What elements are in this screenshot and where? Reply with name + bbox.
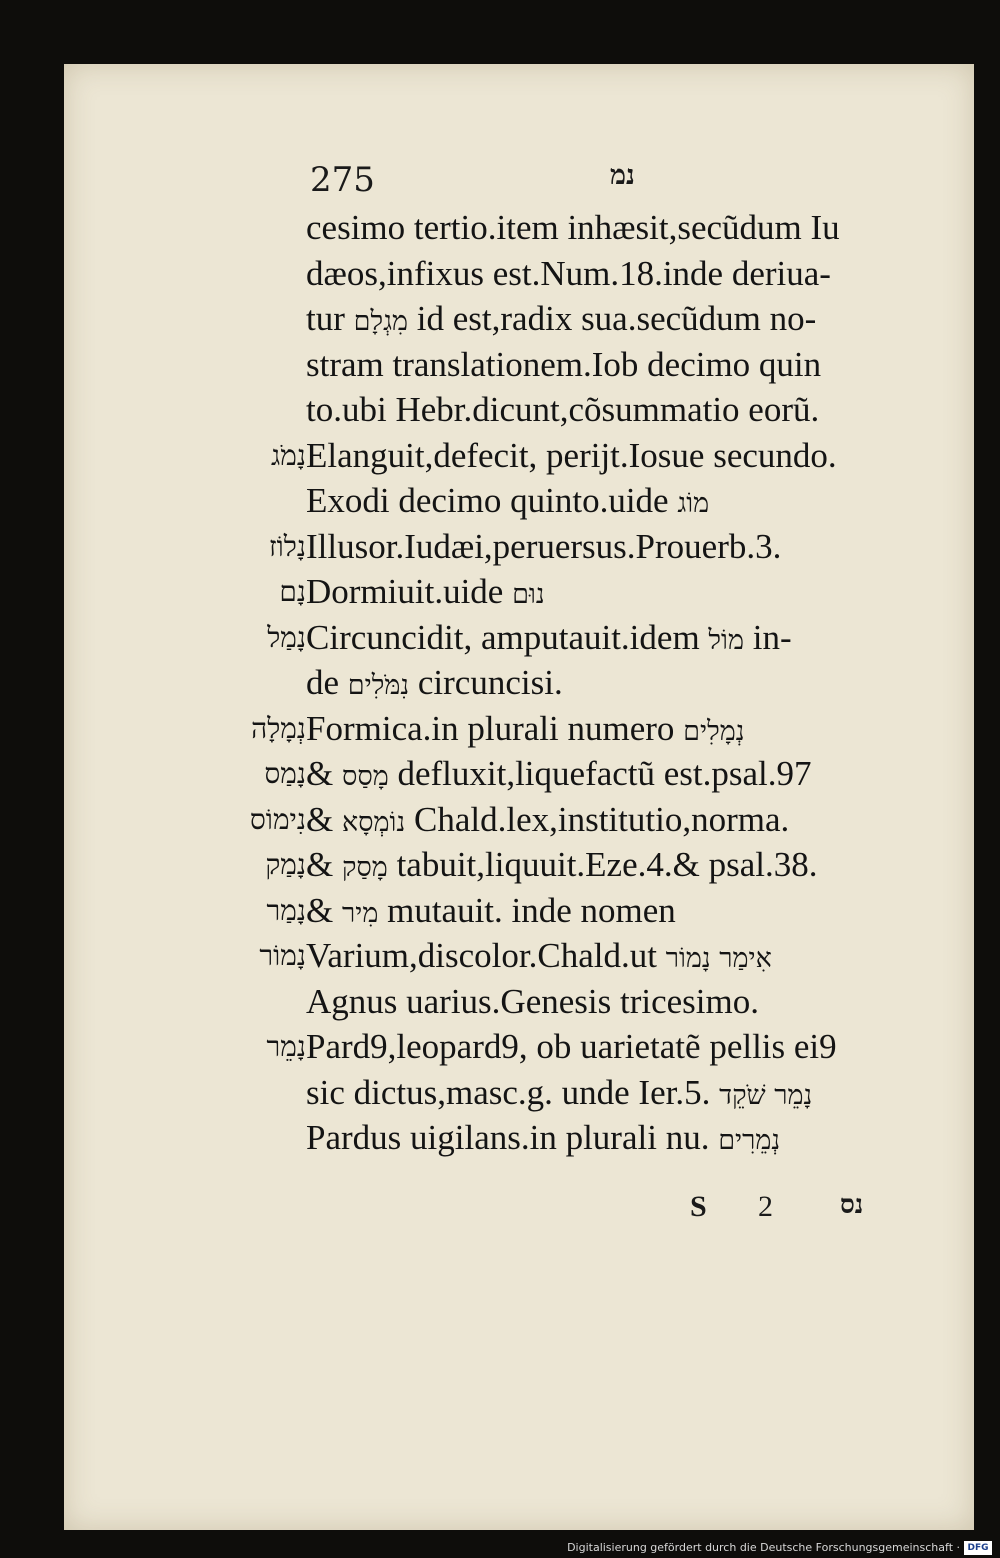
dfg-logo: DFG xyxy=(964,1541,992,1555)
headword: נָלוֹז xyxy=(268,529,306,563)
text-line xyxy=(230,615,920,661)
text-line xyxy=(230,979,920,1025)
latin-text: & xyxy=(306,890,334,930)
text-line xyxy=(230,251,920,297)
line-body xyxy=(306,1115,780,1163)
line-body xyxy=(306,569,545,617)
latin-text: Formica.in plurali numero xyxy=(306,708,675,748)
latin-text: id est,radix sua.secũdum no- xyxy=(416,299,817,338)
latin-text: defluxit,liquefactũ est.psal.97 xyxy=(397,754,812,793)
hebrew-word: מִגְלָם xyxy=(353,306,409,337)
text-line xyxy=(230,797,920,843)
line-body xyxy=(306,933,772,981)
line-body: to.ubi Hebr.dicunt,cõsummatio eorũ. xyxy=(306,390,820,429)
text-line xyxy=(230,751,920,797)
text-line xyxy=(230,387,920,433)
hebrew-word: נְמָלִים xyxy=(683,715,745,747)
headword: נָמוֹר xyxy=(259,939,306,972)
main-text xyxy=(230,205,920,1161)
line-body: cesimo tertio.item inhæsit,secũdum Iu xyxy=(306,208,840,247)
text-line xyxy=(230,524,920,570)
hebrew-word: מוֹג xyxy=(677,488,710,519)
latin-text: sic dictus,masc.g. unde Ier.5. xyxy=(306,1072,711,1112)
line-body: Agnus uarius.Genesis tricesimo. xyxy=(306,981,759,1021)
headword: נָמַק xyxy=(265,848,306,881)
headword: נָמַל xyxy=(267,620,306,654)
text-line xyxy=(230,706,920,752)
line-body: Illusor.Iudæi,peruersus.Prouerb.3. xyxy=(306,526,782,566)
text-line xyxy=(230,433,920,479)
hebrew-word: מָסַס xyxy=(341,761,389,792)
text-line xyxy=(230,1115,920,1161)
line-body xyxy=(306,1070,812,1118)
hebrew-word: נִמֹּלִים xyxy=(347,670,410,701)
headword: נָם xyxy=(279,575,306,608)
hebrew-word: אִימַר נָמוֹר xyxy=(665,943,772,974)
latin-text: de xyxy=(306,663,340,702)
headword: נִימוֹס xyxy=(249,802,306,836)
text-line xyxy=(230,660,920,706)
hebrew-word: נְמֵרִים xyxy=(718,1125,781,1156)
headword: נָמַר xyxy=(266,893,306,927)
page-number: 275 xyxy=(310,160,375,200)
digitization-credit: Digitalisierung gefördert durch die Deutsche Forschungsgemeinschaft · xyxy=(567,1541,960,1554)
latin-text: Exodi decimo quinto.uide xyxy=(306,481,669,520)
latin-text: Dormiuit.uide xyxy=(306,572,504,611)
latin-text: mutauit. inde nomen xyxy=(387,890,676,930)
line-body xyxy=(306,706,744,754)
line-body xyxy=(306,615,792,663)
latin-text: & xyxy=(306,845,334,884)
hebrew-word: מִיר xyxy=(341,897,379,929)
line-body xyxy=(306,842,817,890)
latin-text: tur xyxy=(306,299,345,338)
hebrew-word: נָמֵר שֹׁקֵד xyxy=(719,1079,813,1111)
text-line xyxy=(230,1070,920,1116)
headword: נָמֹג xyxy=(271,438,306,472)
text-line xyxy=(230,342,920,388)
text-line xyxy=(230,569,920,615)
hebrew-word: נוּם xyxy=(512,579,545,610)
text-line xyxy=(230,933,920,979)
headword: נְמָלָה xyxy=(251,711,306,745)
headword: נָמֵר xyxy=(266,1030,306,1063)
line-body xyxy=(306,660,563,708)
latin-text: & xyxy=(306,799,334,839)
latin-text: in- xyxy=(752,617,792,657)
text-line xyxy=(230,888,920,934)
text-line xyxy=(230,1024,920,1070)
line-body: Pard9,leopard9, ob uarietatẽ pellis ei9 xyxy=(306,1027,837,1066)
page-footer xyxy=(690,1190,910,1230)
line-body xyxy=(306,888,676,936)
hebrew-word: נוֹמְסָא xyxy=(341,806,406,838)
text-line xyxy=(230,478,920,524)
line-body xyxy=(306,296,816,344)
line-body: dæos,infixus est.Num.18.inde deriua- xyxy=(306,253,831,293)
latin-text: tabuit,liquuit.Eze.4.& psal.38. xyxy=(396,845,818,884)
hebrew-word: מוֹל xyxy=(708,624,744,656)
latin-text: circuncisi. xyxy=(417,663,563,702)
line-body: Elanguit,defecit, perijt.Iosue secundo. xyxy=(306,435,837,475)
latin-text: Circuncidit, amputauit.idem xyxy=(306,617,700,657)
latin-text: & xyxy=(306,754,334,793)
line-body xyxy=(306,751,812,799)
line-body xyxy=(306,797,789,845)
text-line xyxy=(230,296,920,342)
catchword: נס xyxy=(840,1190,864,1220)
latin-text: Chald.lex,institutio,norma. xyxy=(414,799,790,839)
running-head: נמ xyxy=(610,160,635,191)
page-header xyxy=(310,160,910,210)
latin-text: Pardus uigilans.in plurali nu. xyxy=(306,1118,710,1157)
signature-number: 2 xyxy=(758,1190,773,1223)
text-line xyxy=(230,842,920,888)
line-body: stram translationem.Iob decimo quin xyxy=(306,344,822,384)
line-body xyxy=(306,478,709,526)
text-line xyxy=(230,205,920,251)
latin-text: Varium,discolor.Chald.ut xyxy=(306,936,657,975)
headword: נָמַס xyxy=(264,757,306,790)
signature-mark: S xyxy=(690,1190,707,1223)
hebrew-word: מָסַק xyxy=(341,852,388,883)
